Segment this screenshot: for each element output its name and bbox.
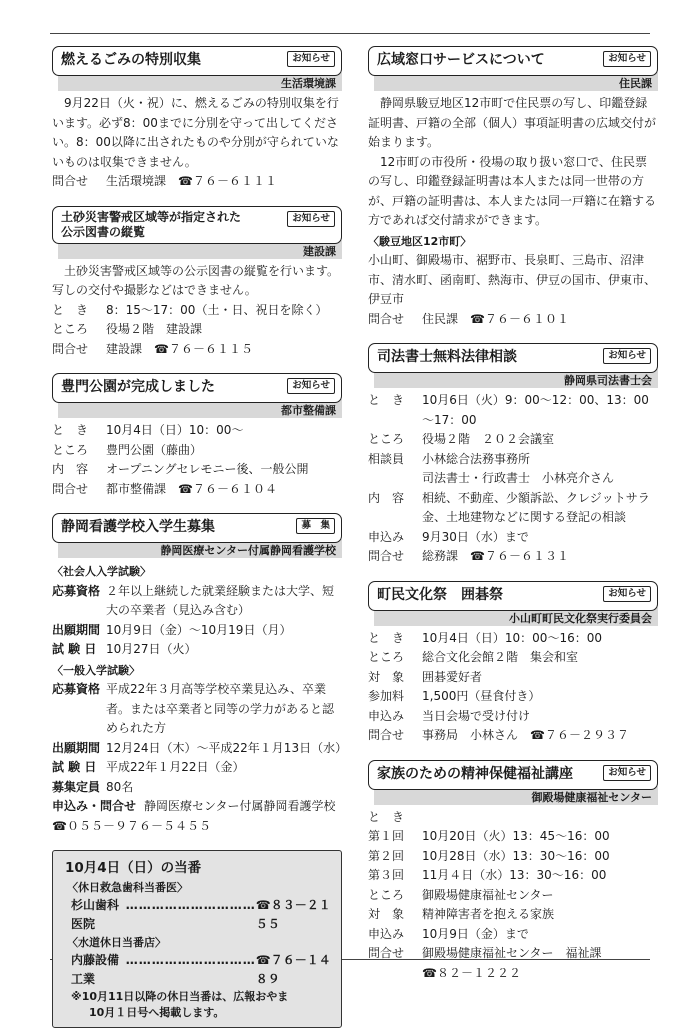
- info-row: [368, 648, 658, 668]
- notice-mental-health-course: [368, 760, 658, 984]
- info-row: [52, 582, 342, 621]
- phone-number: ☎８２－１２２２: [422, 965, 521, 980]
- row-key: 申込み: [368, 708, 405, 723]
- row-value: 10月28日（水）13：30～16：00: [422, 848, 610, 863]
- row-key: と き: [368, 630, 405, 645]
- duty-phone: ☎７６－１４８９: [255, 953, 331, 986]
- row-key: 内 容: [368, 490, 405, 505]
- info-row: [368, 886, 658, 906]
- notice-park-opening: [52, 373, 342, 499]
- info-row: [52, 301, 342, 321]
- section-title-line2: 公示図書の縦覧: [61, 224, 146, 239]
- department-label: 建設課: [58, 240, 342, 259]
- leader-dots: …………………………: [125, 953, 256, 967]
- row-key: 応募資格: [52, 583, 101, 598]
- row-key: 出願期間: [52, 740, 101, 755]
- row-value: 事務局 小林さん ☎７６－２９３７: [422, 728, 629, 742]
- department-label: 御殿場健康福祉センター: [374, 786, 658, 805]
- row-key: ところ: [52, 442, 89, 457]
- duty-phone: ☎８３－２１５５: [255, 898, 331, 931]
- notice-garbage-collection: [52, 46, 342, 192]
- row-value: 10月4日（日）10：00～16：00: [422, 630, 602, 645]
- info-row: [52, 460, 342, 480]
- info-row: [368, 547, 658, 567]
- row-key: ところ: [52, 322, 89, 336]
- section-header: [52, 513, 342, 543]
- section-body: [52, 418, 342, 499]
- notice-go-festival: [368, 581, 658, 746]
- subheading: 〈社会人入学試験〉: [52, 565, 151, 578]
- row-key: 申込み・問合せ: [52, 799, 137, 813]
- row-value: 建設課 ☎７６－６１１５: [106, 341, 253, 356]
- info-row: [368, 391, 658, 430]
- box-title: 10月4日（日）の当番: [65, 860, 202, 876]
- row-key: と き: [52, 423, 89, 437]
- info-row: [368, 629, 658, 649]
- info-row: [368, 726, 658, 746]
- row-value: オープニングセレモニー後、一般公開: [106, 462, 309, 476]
- row-value: 10月6日（火）9：00～12：00、13：00～17：00: [422, 393, 649, 427]
- row-key: 出願期間: [52, 622, 101, 637]
- section-title: 静岡看護学校入学生募集: [61, 519, 215, 535]
- row-key: 試 験 日: [52, 642, 97, 656]
- notice-tag: お知らせ: [603, 51, 651, 67]
- row-value: 相続、不動産、少額訴訟、クレジットサラ金、土地建物などに関する登記の相談: [422, 490, 650, 524]
- notice-tag: お知らせ: [287, 51, 335, 67]
- section-header: [368, 581, 658, 611]
- info-row: [368, 450, 658, 470]
- row-key: と き: [368, 393, 405, 407]
- notice-tag: お知らせ: [287, 211, 335, 227]
- body-text: 12市町の市役所・役場の取り扱い窓口で、住民票の写し、印鑑登録証明書は本人または同一世帯の方が、戸籍の証明書は、本人または同一戸籍に在籍する方であれば交付請求ができます。: [368, 154, 657, 227]
- row-value: 小林総合法務事務所: [422, 451, 531, 466]
- section-header: [52, 206, 342, 244]
- contact-row: [52, 172, 342, 192]
- section-header: [368, 760, 658, 790]
- row-key: 試 験 日: [52, 760, 97, 774]
- section-title: 司法書士無料法律相談: [377, 349, 517, 365]
- holiday-duty-box: [52, 850, 342, 1028]
- section-header: [368, 46, 658, 76]
- row-value: 80名: [106, 779, 134, 794]
- info-row: [368, 925, 658, 945]
- row-key: 対 象: [368, 669, 405, 684]
- row-key: と き: [52, 302, 89, 317]
- row-key: 問合せ: [52, 341, 89, 356]
- row-key: 問合せ: [52, 174, 89, 188]
- top-rule: [50, 33, 650, 34]
- row-value: 御殿場健康福祉センター: [422, 887, 554, 902]
- row-value: 11月４日（水）13：30～16：00: [422, 868, 607, 882]
- row-key: 内 容: [52, 462, 89, 476]
- row-value: 当日会場で受け付け: [422, 708, 531, 723]
- info-row: [368, 707, 658, 727]
- leader-dots: …………………………: [125, 898, 256, 912]
- section-title: 広域窓口サービスについて: [377, 52, 545, 68]
- department-label: 小山町町民文化祭実行委員会: [374, 607, 658, 626]
- box-note: ※10月11日以降の休日当番は、広報おやま: [71, 990, 289, 1003]
- row-value: 10月20日（火）13：45～16：00: [422, 829, 610, 843]
- session-row: [368, 866, 658, 886]
- section-body: [52, 558, 348, 836]
- subheading: 〈一般入学試験〉: [52, 663, 140, 677]
- department-label: 住民課: [374, 72, 658, 91]
- info-row: [368, 668, 658, 688]
- row-value: 1,500円（昼食付き）: [422, 689, 541, 703]
- phone-number: ☎０５５－９７６－５４５５: [52, 818, 211, 833]
- municipality-list: 小山町、御殿場市、裾野市、長泉町、三島市、沼津市、清水町、函南町、熱海市、伊豆の国市、伊東市、伊豆市: [368, 253, 657, 306]
- row-value: 総務課 ☎７６－６１３１: [422, 549, 569, 563]
- notice-wide-area-service: [368, 46, 658, 329]
- body-text: 静岡県駿豆地区12市町で住民票の写し、印鑑登録証明書、戸籍の全部（個人）事項証明書の広域交付が始まります。: [368, 96, 657, 149]
- section-title: 豊門公園が完成しました: [61, 379, 215, 395]
- section-body: [368, 626, 658, 746]
- row-key: 問合せ: [368, 946, 405, 960]
- info-row: [52, 778, 342, 798]
- row-key: 問合せ: [368, 549, 405, 563]
- info-row: [52, 340, 342, 360]
- recruit-tag: 募 集: [296, 518, 335, 534]
- row-value: 住民課 ☎７６－６１０１: [422, 311, 569, 326]
- notice-tag: お知らせ: [603, 586, 651, 602]
- duty-line: [65, 896, 331, 934]
- section-body: [52, 259, 342, 360]
- notice-tag: お知らせ: [287, 378, 335, 394]
- row-key: 第２回: [368, 848, 405, 863]
- row-key: 対 象: [368, 907, 405, 921]
- row-key: 申込み: [368, 529, 405, 544]
- row-key: ところ: [368, 650, 405, 664]
- row-key: 第１回: [368, 829, 405, 843]
- section-title-line1: 土砂災害警戒区域等が指定された: [61, 209, 242, 224]
- info-row: [368, 905, 658, 925]
- info-row: [52, 441, 342, 461]
- info-row: [52, 421, 342, 441]
- row-value: 平成22年１月22日（金）: [106, 760, 245, 774]
- left-column: [52, 46, 348, 1028]
- row-value: 9月30日（水）まで: [422, 529, 529, 544]
- row-value: 静岡医療センター付属静岡看護学校: [144, 799, 336, 813]
- row-key: 第３回: [368, 868, 405, 882]
- duty-line: [65, 951, 331, 989]
- info-row: [52, 680, 342, 739]
- row-key: 応募資格: [52, 682, 101, 696]
- section-body: [52, 91, 342, 192]
- box-subheading: 〈水道休日当番店〉: [67, 936, 166, 949]
- body-text: 土砂災害警戒区域等の公示図書の縦覧を行います。写しの交付や撮影などはできません。: [52, 263, 340, 297]
- notice-landslide-documents: [52, 206, 342, 360]
- row-value-continued: 司法書士・行政書士 小林亮介さん: [422, 471, 615, 485]
- body-text: 9月22日（火・祝）に、燃えるごみの特別収集を行います。必ず8：00までに分別を守って出してください。8：00以降に出されたものや分別が守られていないものは収集できません。: [52, 96, 339, 169]
- row-value: 10月4日（日）10：00～: [106, 423, 244, 437]
- info-row: [52, 621, 342, 641]
- section-header: [52, 46, 342, 76]
- row-value: 生活環境課 ☎７６－６１１１: [106, 174, 277, 188]
- section-body: [368, 805, 658, 984]
- row-key: 問合せ: [368, 728, 405, 742]
- row-value: 御殿場健康福祉センター 福祉課: [422, 946, 602, 960]
- session-row: [368, 847, 658, 867]
- row-key: 問合せ: [52, 481, 89, 496]
- box-subheading: 〈休日救急歯科当番医〉: [67, 881, 188, 894]
- info-row: [52, 758, 342, 778]
- info-row: [52, 797, 342, 817]
- row-key: 問合せ: [368, 311, 405, 326]
- session-row: [368, 827, 658, 847]
- contact-row: [368, 310, 658, 330]
- row-key: 参加料: [368, 689, 405, 703]
- row-key: 申込み: [368, 926, 405, 941]
- duty-name: 杉山歯科医院: [71, 898, 120, 931]
- info-row: [368, 687, 658, 707]
- section-body: [368, 388, 658, 567]
- row-key: と き: [368, 809, 405, 824]
- notice-tag: お知らせ: [603, 348, 651, 364]
- info-row: [52, 320, 342, 340]
- info-row: [52, 640, 342, 660]
- department-label: 静岡医療センター付属静岡看護学校: [58, 539, 342, 558]
- row-value: 都市整備課 ☎７６－６１０４: [106, 481, 277, 496]
- info-row: [368, 489, 658, 528]
- row-value: 12月24日（木）～平成22年１月13日（水）: [106, 740, 348, 755]
- row-value: 総合文化会館２階 集会和室: [422, 650, 579, 664]
- row-value: 8：15～17：00（土・日、祝日を除く）: [106, 302, 328, 317]
- row-value: 囲碁愛好者: [422, 669, 483, 684]
- row-key: ところ: [368, 432, 405, 446]
- info-row: [368, 944, 658, 964]
- right-column: [368, 46, 658, 997]
- notice-tag: お知らせ: [603, 765, 651, 781]
- section-header: [52, 373, 342, 403]
- info-row: [52, 480, 342, 500]
- row-key: 相談員: [368, 451, 405, 466]
- department-label: 都市整備課: [58, 399, 342, 418]
- subheading: 〈駿豆地区12市町〉: [368, 234, 472, 248]
- department-label: 静岡県司法書士会: [374, 369, 658, 388]
- row-value: 10月9日（金）～10月19日（月）: [106, 622, 292, 637]
- section-title: 燃えるごみの特別収集: [61, 52, 201, 68]
- row-value: 平成22年３月高等学校卒業見込み、卒業者。または卒業者と同等の学力があると認められた方: [106, 682, 335, 735]
- recruit-nursing-school: [52, 513, 348, 836]
- notice-legal-consultation: [368, 343, 658, 567]
- info-row: [368, 808, 658, 828]
- row-value: 豊門公園（藤曲）: [106, 442, 203, 457]
- info-row: [368, 528, 658, 548]
- row-value: 10月27日（火）: [106, 642, 197, 656]
- row-value: 精神障害者を抱える家族: [422, 907, 555, 921]
- row-value: 役場２階 ２０２会議室: [422, 432, 555, 446]
- row-value: 10月9日（金）まで: [422, 926, 529, 941]
- row-value: 役場２階 建設課: [106, 322, 203, 336]
- section-header: [368, 343, 658, 373]
- box-note: 10月１日号へ掲載します。: [89, 1006, 225, 1019]
- section-title: 家族のための精神保健福祉講座: [377, 765, 573, 782]
- row-key: 募集定員: [52, 779, 101, 794]
- section-title: 町民文化祭 囲碁祭: [377, 586, 503, 603]
- info-row: [368, 430, 658, 450]
- section-body: [368, 91, 658, 329]
- info-row: [52, 739, 348, 759]
- duty-name: 内藤設備工業: [71, 953, 120, 986]
- department-label: 生活環境課: [58, 72, 342, 91]
- row-key: ところ: [368, 887, 405, 902]
- row-value: ２年以上継続した就業経験または大学、短大の卒業者（見込み含む）: [106, 583, 335, 617]
